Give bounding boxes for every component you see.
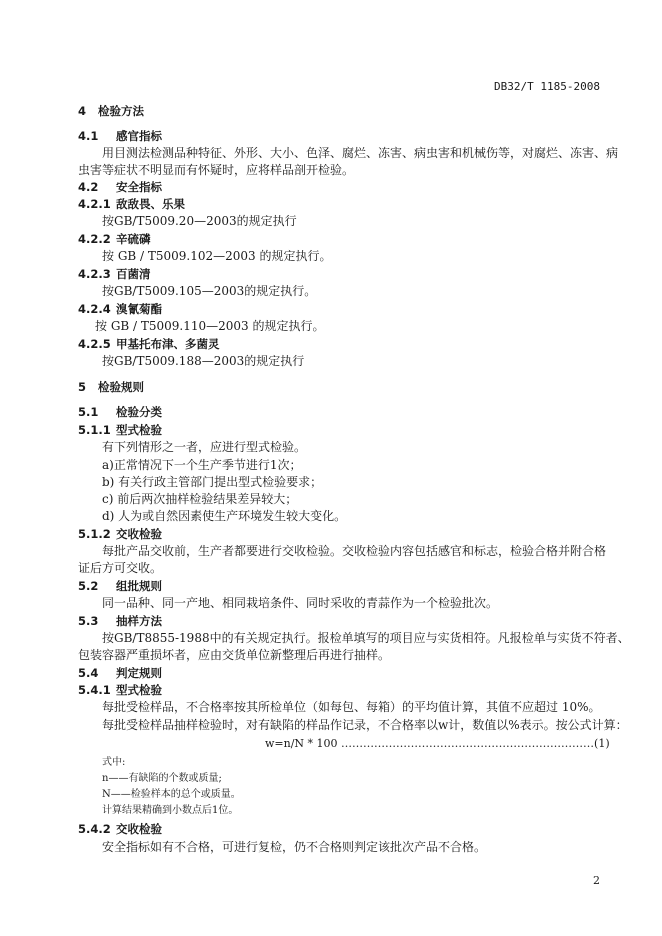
section-heading-4-2-4 — [78, 301, 162, 317]
list-item: a)正常情况下一个生产季节进行1次； — [102, 458, 302, 472]
section-number: 4.2.2 — [78, 232, 111, 246]
section-heading-5-1 — [78, 404, 162, 420]
list-item: b) 有关行政主管部门提出型式检验要求； — [102, 475, 323, 489]
section-number: 4.2.5 — [78, 337, 111, 351]
section-number: 4 — [78, 104, 87, 118]
formula-note: N——检验样本的总个或质量。 — [102, 789, 241, 800]
section-heading-5-1-2 — [78, 526, 162, 542]
paragraph-line: 同一品种、同一产地、相同栽培条件、同时采收的青蒜作为一个检验批次。 — [102, 596, 499, 610]
section-number: 5.1.2 — [78, 527, 111, 541]
paragraph-line: 每批产品交收前，生产者都要进行交收检验。交收检验内容包括感官和标志，检验合格并附合格 — [102, 544, 607, 558]
section-heading-4-2-2 — [78, 231, 151, 247]
section-heading-5-4 — [78, 665, 162, 681]
section-title: 安全指标 — [116, 180, 162, 194]
section-title: 型式检验 — [116, 683, 162, 697]
section-number: 5.1.1 — [78, 423, 111, 437]
section-title: 检验分类 — [116, 405, 162, 419]
paragraph-line: 有下列情形之一者，应进行型式检验。 — [102, 440, 307, 454]
paragraph-line: 每批受检样品抽样检验时，对有缺陷的样品作记录，不合格率以w计，数值以%表示。按公式计算： — [102, 718, 628, 732]
formula: w=n/N * 100 ……………………………………………………………(1) — [265, 737, 610, 750]
section-heading-5-1-1 — [78, 422, 162, 438]
section-number: 4.1 — [78, 129, 99, 143]
paragraph-line: 按GB/T5009.188—2003的规定执行 — [102, 354, 305, 368]
paragraph-line: 按GB/T8855-1988中的有关规定执行。报检单填写的项目应与实货相符。凡报检单与实货不符者、 — [102, 631, 630, 645]
section-number: 5.1 — [78, 405, 99, 419]
paragraph-line: 每批受检样品，不合格率按其所检单位（如每包、每箱）的平均值计算，其值不应超过 10%。 — [102, 700, 601, 714]
section-title: 判定规则 — [116, 666, 162, 680]
section-heading-4 — [78, 103, 144, 119]
section-number: 5.4 — [78, 666, 99, 680]
paragraph-line: 证后方可交收。 — [78, 561, 163, 575]
paragraph-line: 安全指标如有不合格，可进行复检，仍不合格则判定该批次产品不合格。 — [102, 840, 487, 854]
paragraph-line: 按 GB / T5009.110—2003 的规定执行。 — [95, 319, 325, 333]
section-title: 交收检验 — [116, 822, 162, 836]
section-title: 辛硫磷 — [116, 232, 151, 246]
section-number: 5.4.1 — [78, 683, 111, 697]
section-title: 检验方法 — [98, 104, 144, 118]
paragraph-line: 虫害等症状不明显而有怀疑时，应将样品剖开检验。 — [78, 163, 355, 177]
section-title: 交收检验 — [116, 527, 162, 541]
section-number: 4.2.4 — [78, 302, 111, 316]
paragraph-line: 用目测法检测品种特征、外形、大小、色泽、腐烂、冻害、病虫害和机械伤等，对腐烂、冻害、病 — [102, 146, 619, 160]
section-title: 百菌清 — [116, 267, 151, 281]
page-number: 2 — [593, 874, 600, 887]
section-heading-4-2-3 — [78, 266, 151, 282]
section-heading-5-3 — [78, 613, 162, 629]
section-number: 5.3 — [78, 614, 99, 628]
list-item: c) 前后两次抽样检验结果差异较大； — [102, 492, 298, 506]
section-number: 5.2 — [78, 579, 99, 593]
section-title: 组批规则 — [116, 579, 162, 593]
section-number: 5 — [78, 380, 87, 394]
section-heading-4-2 — [78, 179, 162, 195]
formula-note: 式中: — [102, 757, 126, 768]
section-title: 感官指标 — [116, 129, 162, 143]
paragraph-line: 按 GB / T5009.102—2003 的规定执行。 — [102, 249, 332, 263]
section-title: 检验规则 — [98, 380, 144, 394]
section-heading-5 — [78, 379, 144, 395]
section-title: 型式检验 — [116, 423, 162, 437]
formula-note: 计算结果精确到小数点后1位。 — [102, 805, 239, 816]
section-heading-4-2-5 — [78, 336, 220, 352]
formula-note: n——有缺陷的个数或质量; — [102, 773, 222, 784]
section-number: 4.2.3 — [78, 267, 111, 281]
section-heading-4-2-1 — [78, 196, 185, 212]
section-title: 敌敌畏、乐果 — [116, 197, 185, 211]
section-title: 抽样方法 — [116, 614, 162, 628]
section-title: 溴氰菊酯 — [116, 302, 162, 316]
section-number: 4.2 — [78, 180, 99, 194]
section-number: 4.2.1 — [78, 197, 111, 211]
section-heading-5-2 — [78, 578, 162, 594]
section-heading-5-4-2 — [78, 821, 162, 837]
section-heading-4-1 — [78, 128, 162, 144]
section-title: 甲基托布津、多菌灵 — [116, 337, 220, 351]
list-item: d) 人为或自然因素使生产环境发生较大变化。 — [102, 509, 347, 523]
section-number: 5.4.2 — [78, 822, 111, 836]
paragraph-line: 按GB/T5009.20—2003的规定执行 — [102, 214, 297, 228]
section-heading-5-4-1 — [78, 682, 162, 698]
paragraph-line: 按GB/T5009.105—2003的规定执行。 — [102, 284, 317, 298]
paragraph-line: 包装容器严重损坏者，应由交货单位新整理后再进行抽样。 — [78, 648, 391, 662]
document-id: DB32/T 1185-2008 — [494, 80, 600, 93]
